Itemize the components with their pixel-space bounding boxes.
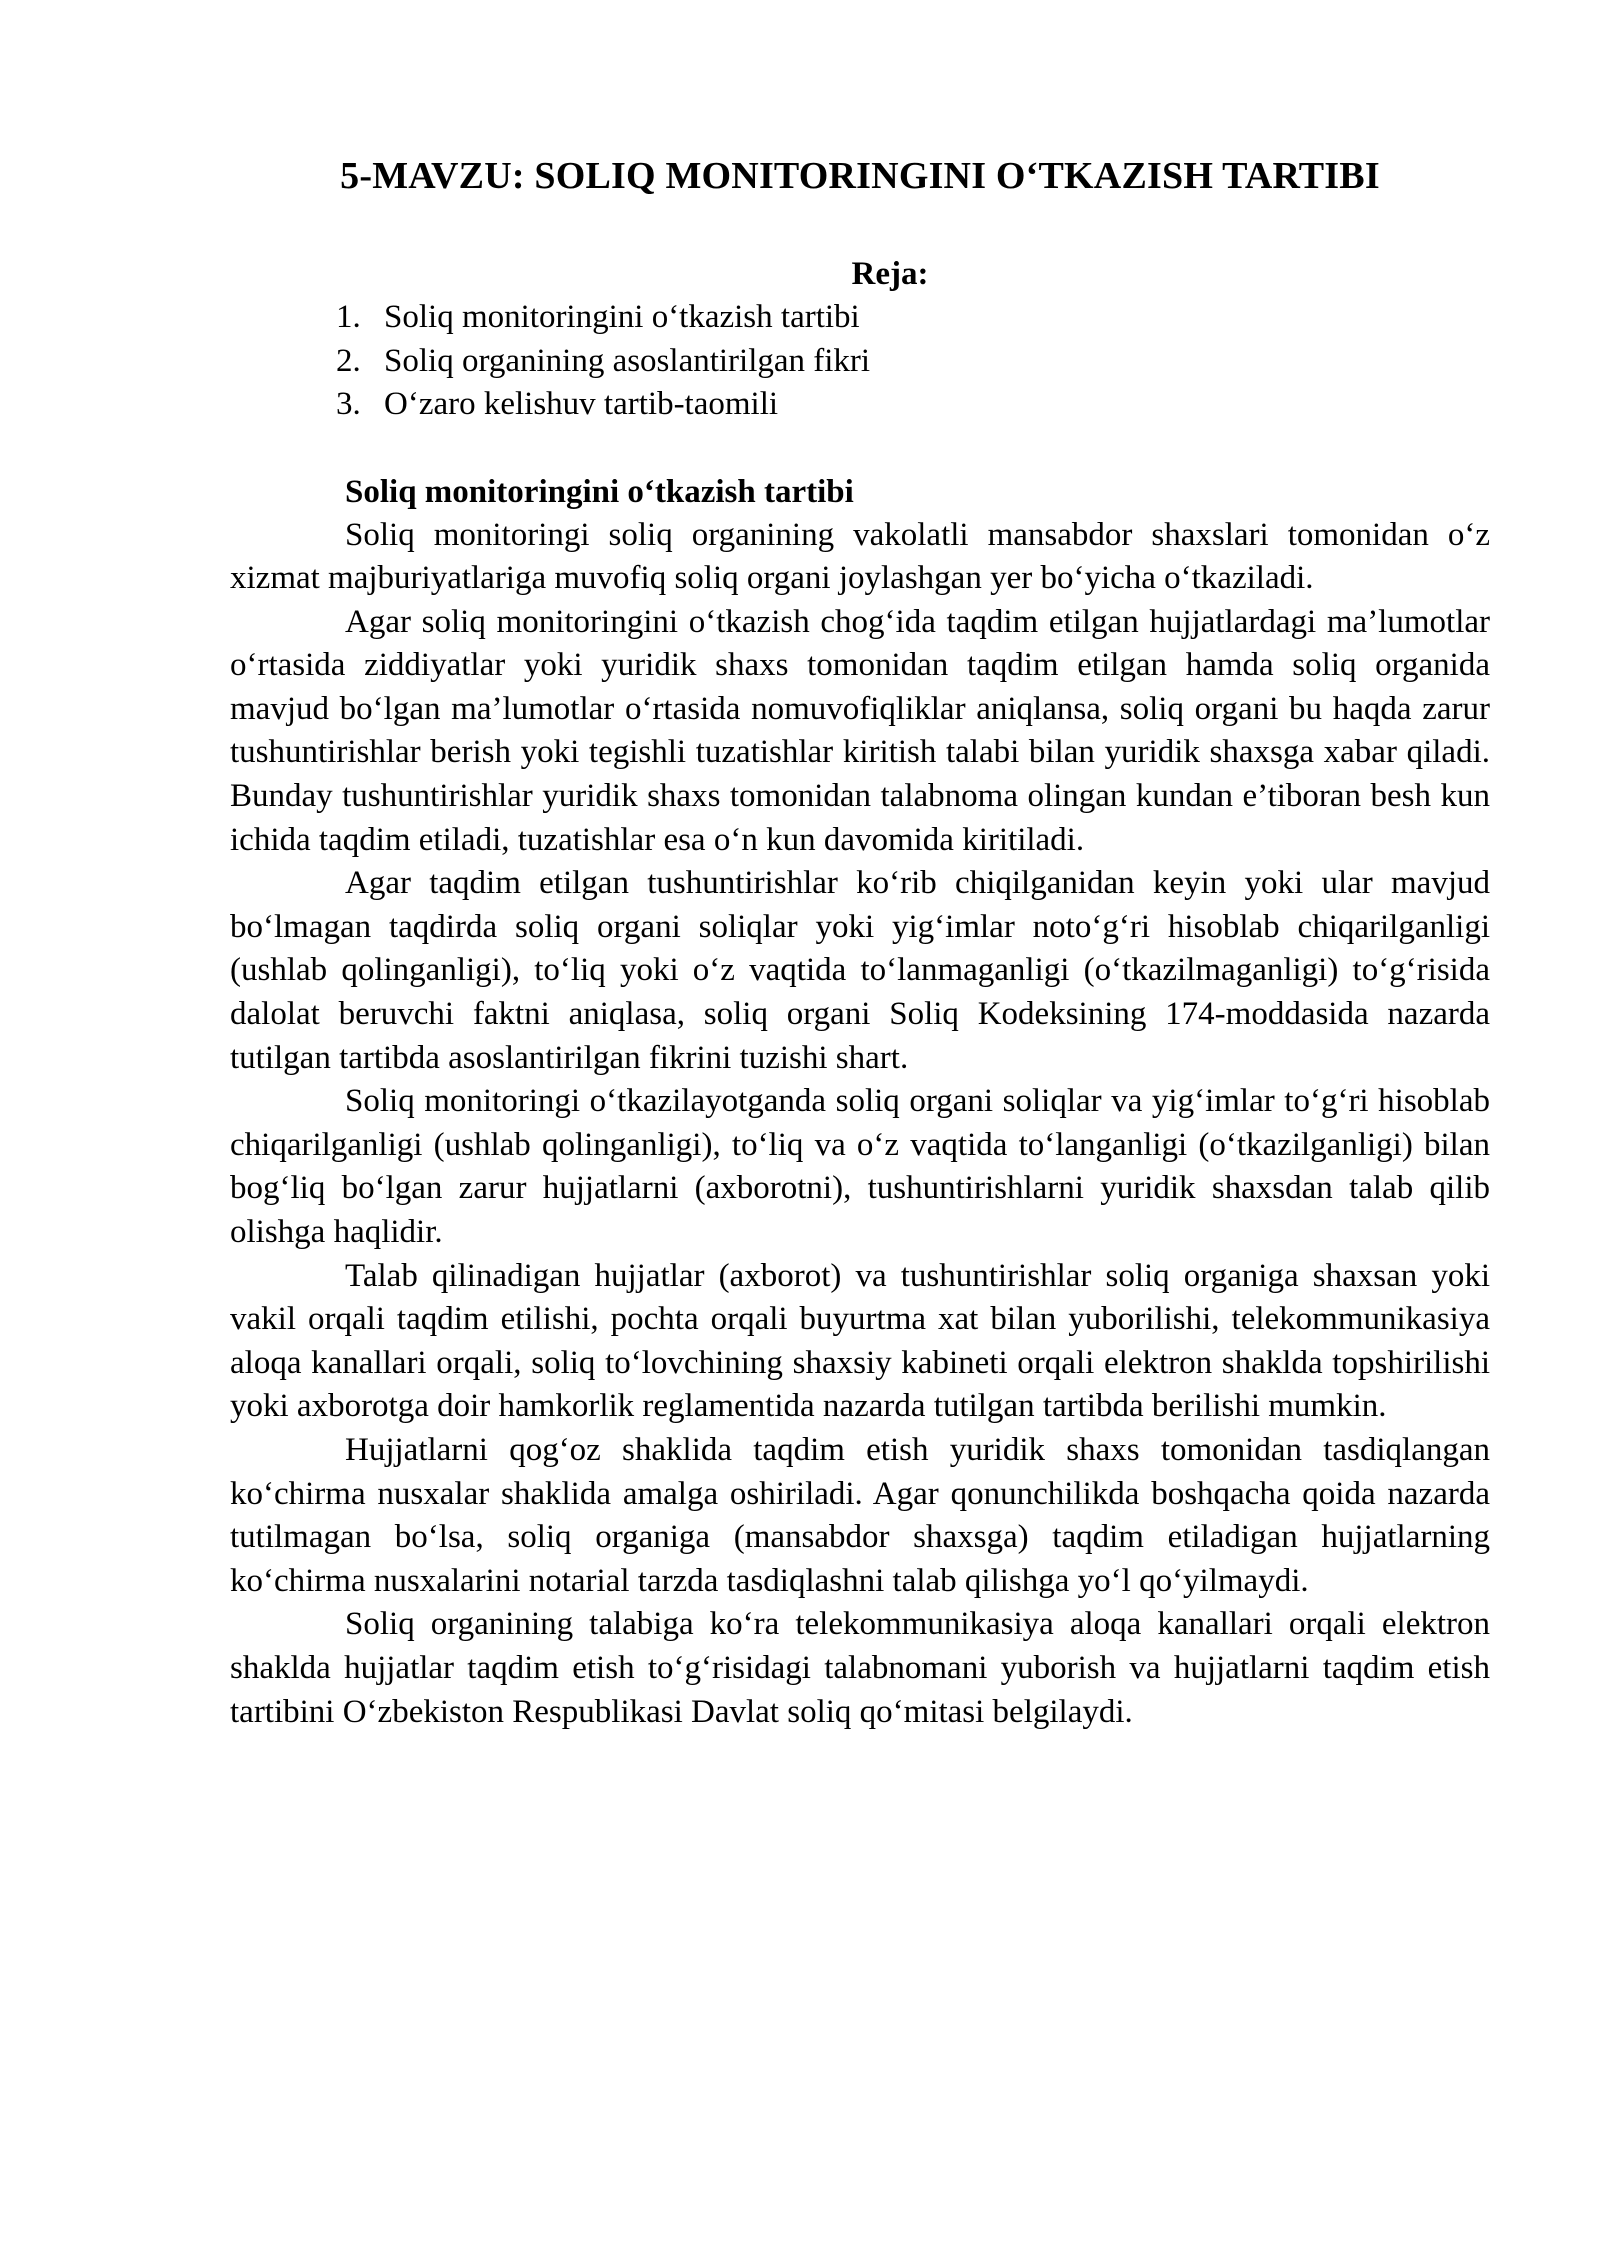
plan-title: Reja:	[851, 256, 929, 292]
plan-item-number: 3.	[336, 386, 361, 422]
body-paragraph: Hujjatlarni qog‘oz shaklida taqdim etish yuridik shaxs tomonidan tasdiqlangan ko‘chirma nusxalar shaklida amalga oshiriladi. Agar qonunchilikda boshqacha qoida nazarda tutilmagan bo‘lsa, soliq organiga (mansabdor shaxsga) taqdim etiladigan hujjatlarning ko‘chirma nusxalarini notarial tarzda tasdiqlashni talab qilishga yo‘l qo‘yilmaydi.	[230, 1431, 1490, 1599]
body-paragraph: Soliq organining talabiga ko‘ra telekommunikasiya aloqa kanallari orqali elektron shaklda hujjatlar taqdim etish to‘g‘risidagi talabnomani yuborish va hujjatlarni taqdim etish tartibini O‘zbekiston Respublikasi Davlat soliq qo‘mitasi belgilaydi.	[230, 1606, 1490, 1730]
plan-item	[230, 340, 1490, 384]
section-title: Soliq monitoringini o‘tkazish tartibi	[345, 473, 854, 510]
document-title: 5-MAVZU: SOLIQ MONITORINGINI O‘TKAZISH TARTIBI	[340, 155, 1380, 197]
plan-item-text: Soliq monitoringini o‘tkazish tartibi	[384, 299, 860, 335]
body-paragraph: Soliq monitoringi o‘tkazilayotganda soliq organi soliqlar va yig‘imlar to‘g‘ri hisoblab chiqarilganligi (ushlab qolinganligi), to‘liq va o‘z vaqtida to‘langanligi (o‘tkazilganligi) bilan bog‘liq bo‘lgan zarur hujjatlarni (axborotni), tushuntirishlarni yuridik shaxsdan talab qilib olishga haqlidir.	[230, 1083, 1490, 1250]
plan-item	[230, 383, 1490, 427]
document-page	[230, 152, 1490, 1734]
plan-item-text: Soliq organining asoslantirilgan fikri	[384, 342, 871, 379]
plan-item-number: 1.	[336, 299, 361, 335]
plan-item-text: O‘zaro kelishuv tartib-taomili	[384, 386, 779, 422]
body-paragraph: Talab qilinadigan hujjatlar (axborot) va tushuntirishlar soliq organiga shaxsan yoki vakil orqali taqdim etilishi, pochta orqali buyurtma xat bilan yuborilishi, telekommunikasiya aloqa kanallari orqali, soliq to‘lovchining shaxsiy kabineti orqali elektron shaklda topshirilishi yoki axborotga doir hamkorlik reglamentida nazarda tutilgan tartibda berilishi mumkin.	[230, 1257, 1490, 1425]
body-paragraph: Agar soliq monitoringini o‘tkazish chog‘ida taqdim etilgan hujjatlardagi ma’lumotlar o‘rtasida ziddiyatlar yoki yuridik shaxs tomonidan taqdim etilgan hamda soliq organida mavjud bo‘lgan ma’lumotlar o‘rtasida nomuvofiqliklar aniqlansa, soliq organi bu haqda zarur tushuntirishlar berish yoki tegishli tuzatishlar kiritish talabi bilan yuridik shaxsga xabar qiladi. Bunday tushuntirishlar yuridik shaxs tomonidan talabnoma olingan kundan e’tiboran besh kun ichida taqdim etiladi, tuzatishlar esa o‘n kun davomida kiritiladi.	[230, 603, 1490, 858]
plan-item-number: 2.	[336, 342, 361, 379]
plan-list	[230, 296, 1490, 427]
body-paragraph: Agar taqdim etilgan tushuntirishlar ko‘rib chiqilganidan keyin yoki ular mavjud bo‘lmagan taqdirda soliq organi soliqlar yoki yig‘imlar noto‘g‘ri hisoblab chiqarilganligi (ushlab qolinganligi), to‘liq yoki o‘z vaqtida to‘lanmaganligi (o‘tkazilmaganligi) to‘g‘risida dalolat beruvchi faktni aniqlasa, soliq organi Soliq Kodeksining 174-moddasida nazarda tutilgan tartibda asoslantirilgan fikrini tuzishi shart.	[230, 865, 1490, 1076]
plan-item	[230, 296, 1490, 340]
body-paragraph: Soliq monitoringi soliq organining vakolatli mansabdor shaxslari tomonidan o‘z xizmat majburiyatlariga muvofiq soliq organi joylashgan yer bo‘yicha o‘tkaziladi.	[230, 516, 1490, 597]
